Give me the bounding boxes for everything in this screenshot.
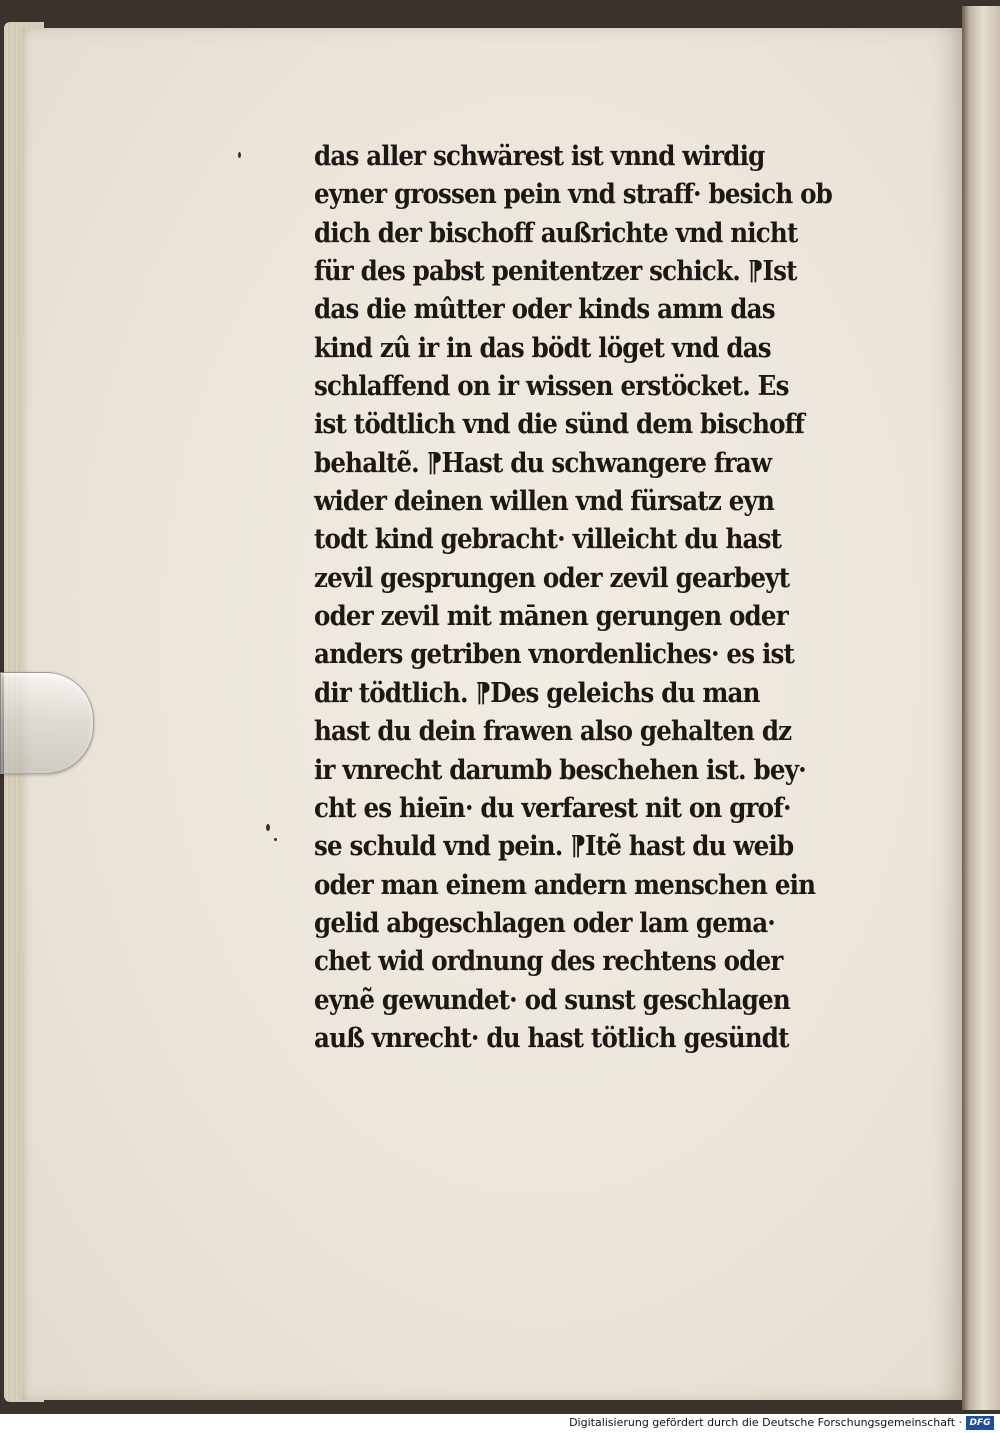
text-line: wider deinen willen vnd fürsatz eyn [314, 486, 775, 518]
text-line: se schuld vnd pein. ⁋Itẽ hast du weib [314, 831, 794, 863]
text-line: zevil gesprungen oder zevil gearbeyt [314, 562, 790, 594]
ink-speck [266, 824, 270, 831]
text-line: schlaffend on ir wissen erstöcket. Es [314, 371, 789, 403]
text-line: oder man einem andern menschen ein [314, 869, 816, 901]
text-line: das aller schwärest ist vnnd wirdig [314, 141, 765, 172]
ink-speck [274, 838, 277, 841]
text-line: todt kind gebracht· villeicht du hast [314, 524, 782, 556]
text-line: oder zevil mit mānen gerungen oder [314, 601, 788, 633]
text-line: behaltẽ. ⁋Hast du schwangere fraw [314, 447, 772, 479]
text-line: ir vnrecht darumb beschehen ist. bey· [314, 754, 806, 786]
text-line: eynẽ gewundet· od sunst geschlagen [314, 984, 790, 1016]
text-line: kind zû ir in das bödt löget vnd das [314, 332, 771, 364]
page-clip [0, 672, 94, 774]
text-line: ist tödtlich vnd die sünd dem bischoff [314, 409, 805, 441]
text-line: für des pabst penitentzer schick. ⁋Ist [314, 256, 797, 288]
page-text-block [314, 138, 894, 1058]
dfg-logo-icon: DFG [966, 1416, 994, 1430]
text-line: hast du dein frawen also gehalten dz [314, 716, 792, 748]
text-line: dir tödtlich. ⁋Des geleichs du man [314, 677, 760, 709]
footer-credit: Digitalisierung gefördert durch die Deutsche Forschungsgemeinschaft · [569, 1416, 962, 1429]
text-line: chet wid ordnung des rechtens oder [314, 946, 783, 978]
text-line: das die mûtter oder kinds amm das [314, 294, 775, 326]
next-page-edge [962, 6, 1000, 1410]
footer-bar [0, 1414, 1000, 1433]
text-line: anders getriben vnordenliches· es ist [314, 639, 795, 671]
text-line: auß vnrecht· du hast tötlich gesündt [314, 1022, 789, 1054]
text-line: cht es hieīn· du verfarest nit on grof· [314, 792, 791, 824]
text-line: dich der bischoff außrichte vnd nicht [314, 217, 798, 249]
text-line: gelid abgeschlagen oder lam gema· [314, 907, 776, 939]
text-line: eyner grossen pein vnd straff· besich ob [314, 179, 833, 211]
ink-speck [238, 152, 241, 158]
